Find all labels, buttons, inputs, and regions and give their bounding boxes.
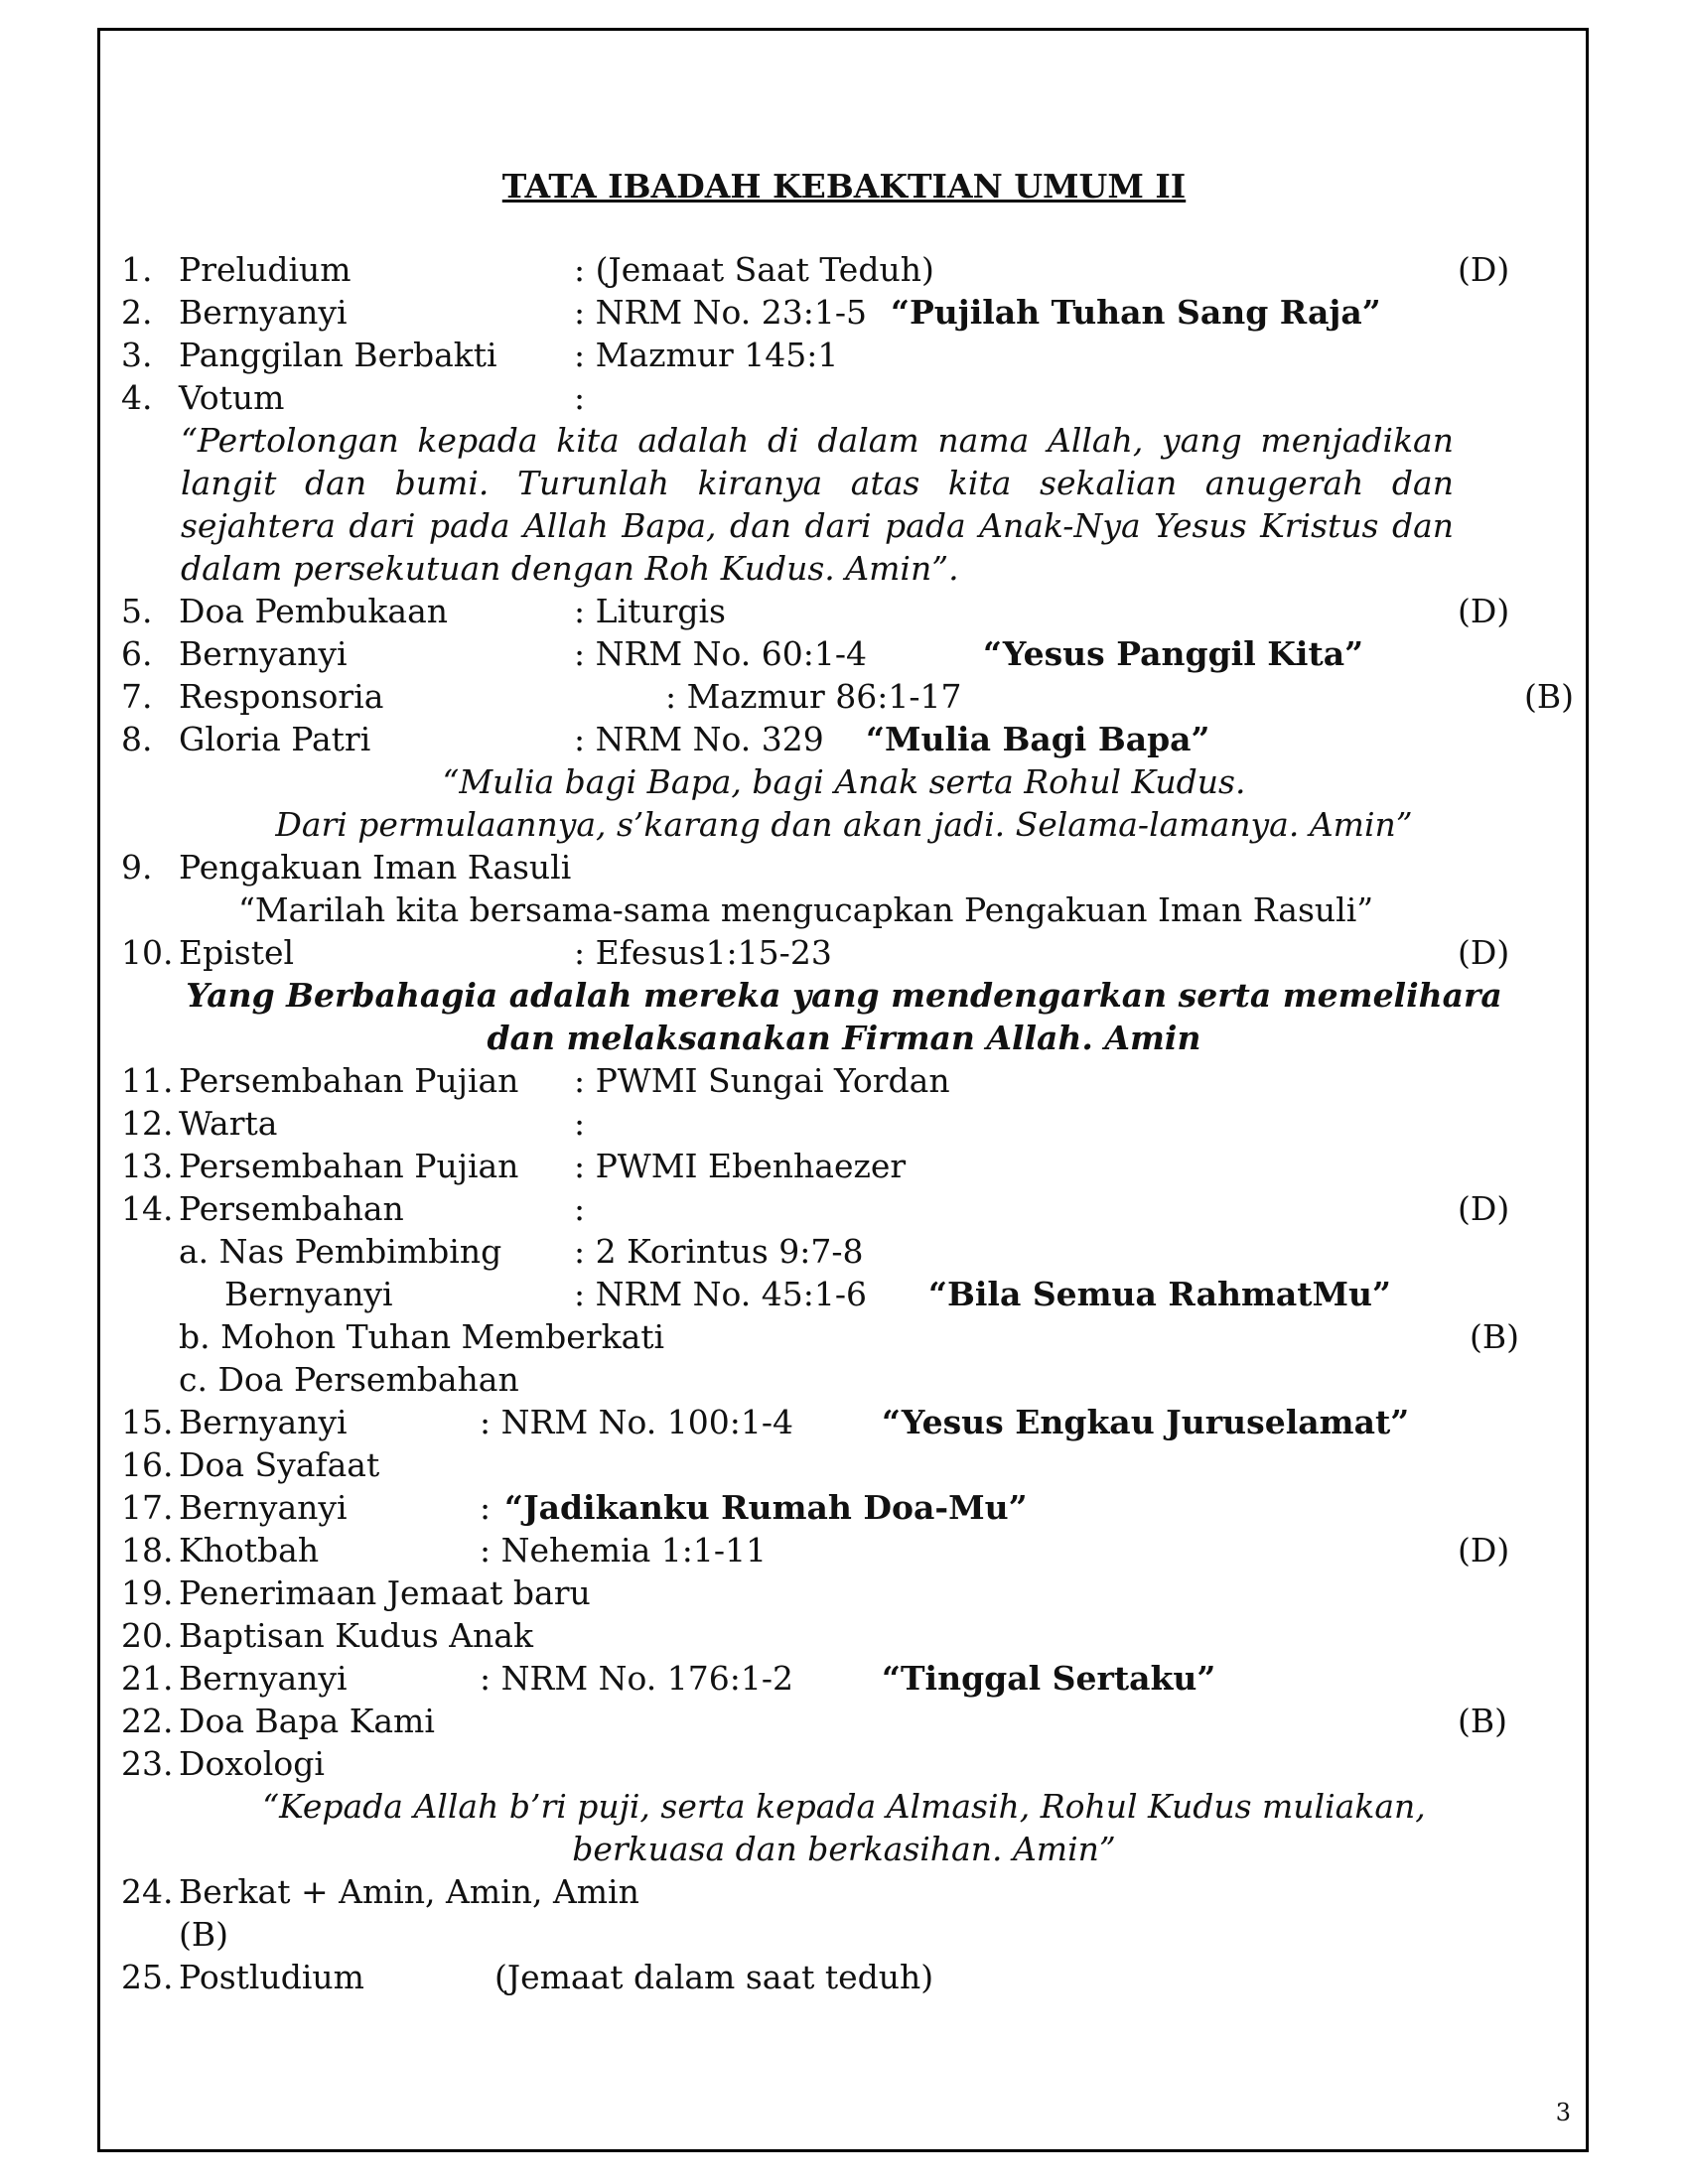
doxology-line: berkuasa dan berkasihan. Amin” <box>572 1830 1116 1868</box>
item-label: Doa Syafaat <box>179 1445 380 1484</box>
item-label: Gloria Patri <box>179 720 371 758</box>
item-label: Persembahan Pujian <box>179 1147 519 1185</box>
item-tag: (D) <box>1458 592 1510 630</box>
item-value: : <box>574 1189 586 1228</box>
item-value: : NRM No. 100:1-4 <box>480 1403 793 1441</box>
sub-item-tag: (B) <box>1470 1317 1519 1356</box>
gloria-line: Dari permulaannya, s’karang dan akan jadi. Selama-lamanya. Amin” <box>275 805 1413 844</box>
item-number: 6. <box>121 634 153 673</box>
item-number: 19. <box>121 1573 174 1612</box>
song-title: “Pujilah Tuhan Sang Raja” <box>891 293 1381 332</box>
blessing-line: dan melaksanakan Firman Allah. Amin <box>487 1019 1201 1057</box>
item-number: 18. <box>121 1531 174 1570</box>
item-label: Penerimaan Jemaat baru <box>179 1573 591 1612</box>
sub-item-value: : NRM No. 45:1-6 <box>574 1275 868 1313</box>
item-label: Responsoria <box>179 677 384 716</box>
item-label: Pengakuan Iman Rasuli <box>179 848 572 887</box>
item-value: : <box>480 1488 492 1527</box>
item-label: Bernyanyi <box>179 1488 348 1527</box>
item-label: Warta <box>179 1104 278 1143</box>
item-number: 15. <box>121 1403 174 1441</box>
item-number: 22. <box>121 1702 174 1740</box>
item-value: : Mazmur 145:1 <box>574 336 839 374</box>
item-label: Doxologi <box>179 1744 325 1783</box>
song-title: “Jadikanku Rumah Doa-Mu” <box>504 1488 1028 1527</box>
item-label: Bernyanyi <box>179 634 348 673</box>
item-value: : <box>574 378 586 417</box>
item-number: 7. <box>121 677 153 716</box>
item-value: : NRM No. 60:1-4 <box>574 634 868 673</box>
document-title: TATA IBADAH KEBAKTIAN UMUM II <box>501 167 1187 205</box>
sub-item-label: b. Mohon Tuhan Memberkati <box>179 1317 665 1356</box>
item-number: 16. <box>121 1445 174 1484</box>
song-title: “Yesus Engkau Juruselamat” <box>882 1403 1410 1441</box>
item-label: Postludium <box>179 1958 364 1996</box>
item-tag: (B) <box>1458 1702 1507 1740</box>
item-number: 13. <box>121 1147 174 1185</box>
song-title: “Yesus Panggil Kita” <box>983 634 1364 673</box>
item-value: : Efesus1:15-23 <box>574 933 832 972</box>
item-number: 8. <box>121 720 153 758</box>
item-number: 10. <box>121 933 174 972</box>
item-label: Epistel <box>179 933 295 972</box>
item-label: Bernyanyi <box>179 293 348 332</box>
blessing-line: Yang Berbahagia adalah mereka yang mendengarkan serta memelihara <box>186 976 1502 1015</box>
item-number: 24. <box>121 1872 174 1911</box>
sub-item-label: Bernyanyi <box>224 1275 393 1313</box>
item-value: : Liturgis <box>574 592 726 630</box>
item-label: Doa Pembukaan <box>179 592 449 630</box>
item-label: Preludium <box>179 250 352 289</box>
item-label: Baptisan Kudus Anak <box>179 1616 533 1655</box>
item-tag: (D) <box>1458 1189 1510 1228</box>
item-number: 17. <box>121 1488 174 1527</box>
song-title: “Tinggal Sertaku” <box>882 1659 1216 1698</box>
song-title: “Bila Semua RahmatMu” <box>928 1275 1392 1313</box>
page-number: 3 <box>1555 2099 1571 2126</box>
votum-text: “Pertolongan kepada kita adalah di dalam nama Allah, yang menjadikan langit dan bumi. Turunlah kiranya atas kita sekalian anugerah dan sejahtera dari pada Allah Bapa, dan dari pada Anak-Nya Yesus Kristus dan dalam persekutuan dengan Roh Kudus. Amin”. <box>181 421 1454 588</box>
item-value: : (Jemaat Saat Teduh) <box>574 250 934 289</box>
item-number: 4. <box>121 378 153 417</box>
item-value: : <box>574 1104 586 1143</box>
item-value: : NRM No. 176:1-2 <box>480 1659 793 1698</box>
song-title: “Mulia Bagi Bapa” <box>866 720 1210 758</box>
gloria-line: “Mulia bagi Bapa, bagi Anak serta Rohul Kudus. <box>442 762 1246 801</box>
item-tag: (D) <box>1458 933 1510 972</box>
item-number: 20. <box>121 1616 174 1655</box>
item-number: 25. <box>121 1958 174 1996</box>
item-value: : Mazmur 86:1-17 <box>665 677 962 716</box>
item-label: Persembahan Pujian <box>179 1061 519 1100</box>
sub-item-value: : 2 Korintus 9:7-8 <box>574 1232 864 1271</box>
item-value: : PWMI Ebenhaezer <box>574 1147 907 1185</box>
item-number: 2. <box>121 293 153 332</box>
item-label: Bernyanyi <box>179 1659 348 1698</box>
doxology-line: “Kepada Allah b’ri puji, serta kepada Almasih, Rohul Kudus muliakan, <box>262 1787 1426 1826</box>
item-number: 9. <box>121 848 153 887</box>
item-value: : NRM No. 329 <box>574 720 824 758</box>
item-number: 21. <box>121 1659 174 1698</box>
item-number: 1. <box>121 250 153 289</box>
item-number: 3. <box>121 336 153 374</box>
item-label: Votum <box>179 378 285 417</box>
item-label: Berkat + Amin, Amin, Amin <box>179 1872 639 1911</box>
item-value: : Nehemia 1:1-11 <box>480 1531 768 1570</box>
item-number: 12. <box>121 1104 174 1143</box>
item-tag: (D) <box>1458 1531 1510 1570</box>
item-label: Doa Bapa Kami <box>179 1702 435 1740</box>
creed-text: “Marilah kita bersama-sama mengucapkan Pengakuan Iman Rasuli” <box>238 890 1374 929</box>
item-number: 23. <box>121 1744 174 1783</box>
item-tag: (B) <box>179 1915 228 1954</box>
item-number: 11. <box>121 1061 174 1100</box>
item-label: Panggilan Berbakti <box>179 336 497 374</box>
sub-item-label: a. Nas Pembimbing <box>179 1232 502 1271</box>
item-tag: (B) <box>1524 677 1574 716</box>
item-label: Khotbah <box>179 1531 320 1570</box>
item-value: (Jemaat dalam saat teduh) <box>494 1958 934 1996</box>
item-value: : PWMI Sungai Yordan <box>574 1061 950 1100</box>
item-tag: (D) <box>1458 250 1510 289</box>
item-label: Persembahan <box>179 1189 404 1228</box>
item-number: 14. <box>121 1189 174 1228</box>
item-label: Bernyanyi <box>179 1403 348 1441</box>
sub-item-label: c. Doa Persembahan <box>179 1360 519 1399</box>
item-value: : NRM No. 23:1-5 <box>574 293 868 332</box>
item-number: 5. <box>121 592 153 630</box>
